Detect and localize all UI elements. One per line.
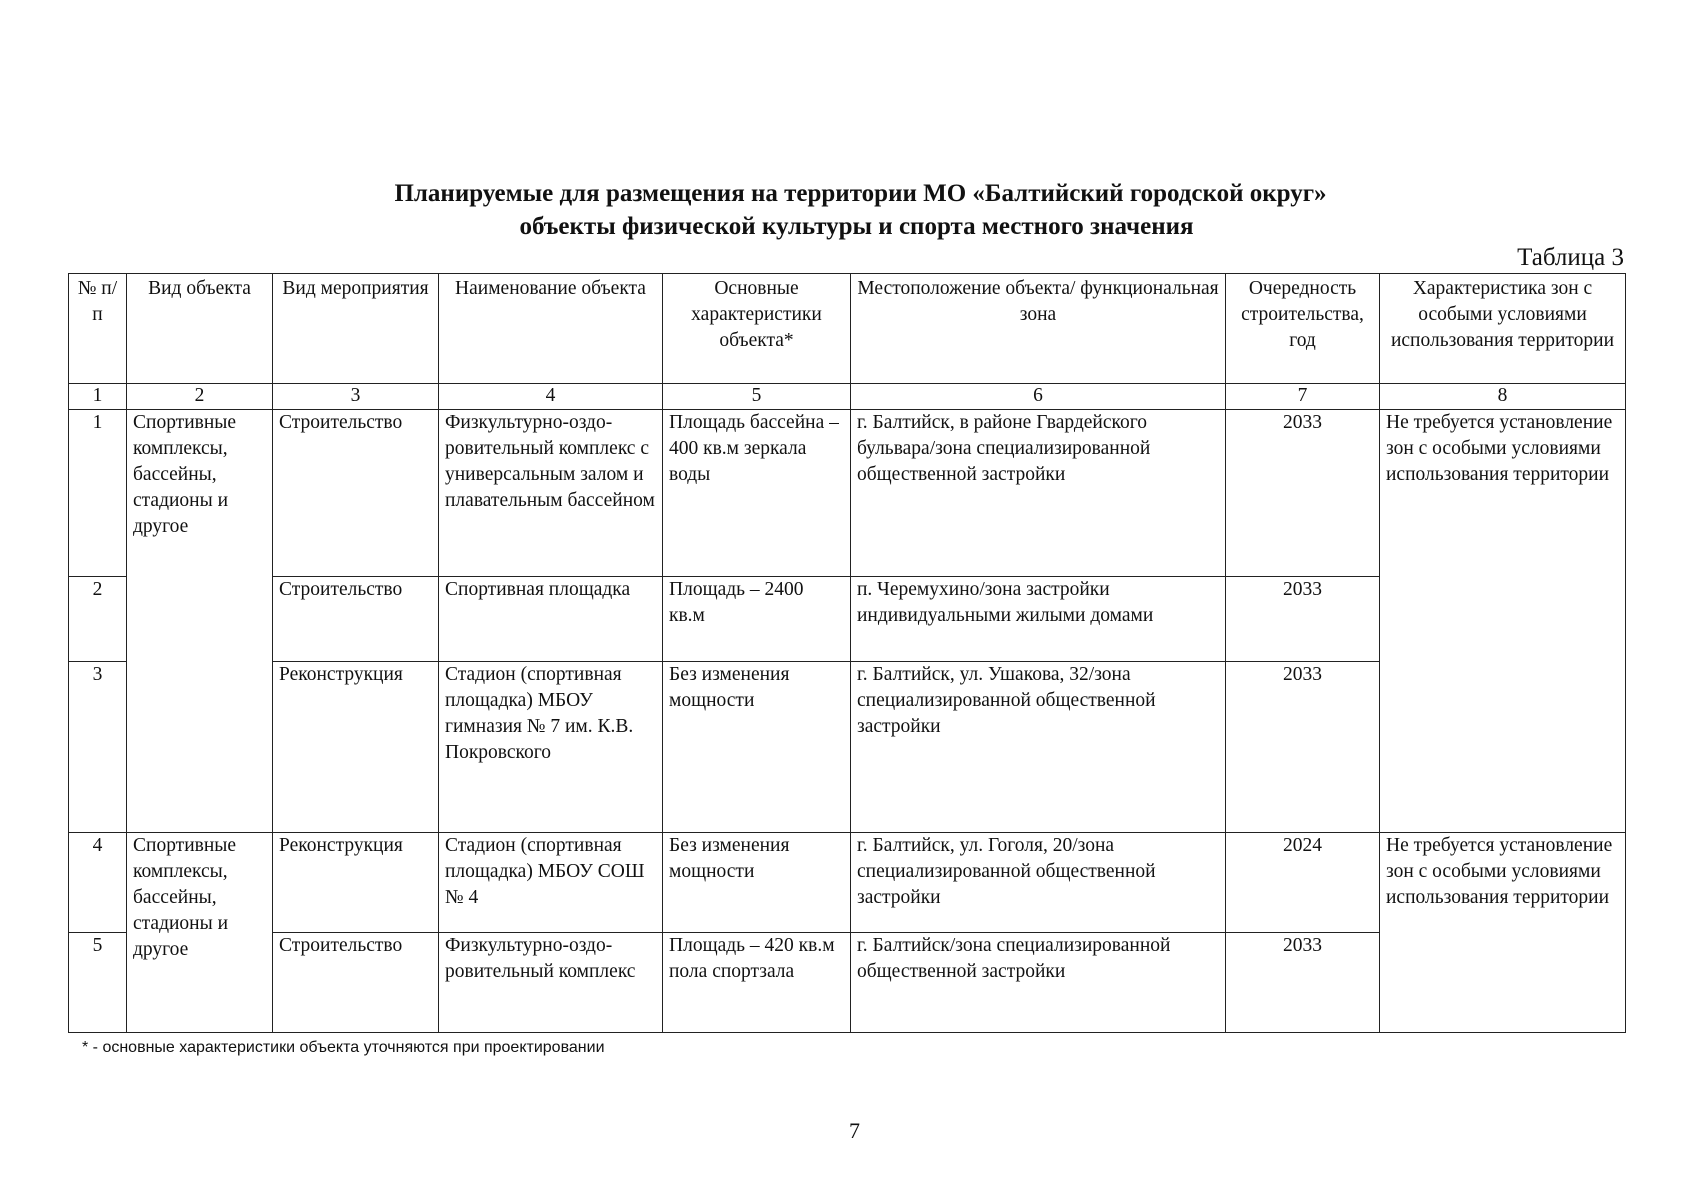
location-cell: г. Балтийск, в районе Гвардейского бульвара/зона специализированной общественной застройки <box>851 410 1226 577</box>
object-name-cell: Физкультурно-оздо-ровительный комплекс с универсальным залом и плавательным бассейном <box>439 410 663 577</box>
row-number: 3 <box>69 662 127 833</box>
action-cell: Строительство <box>273 410 439 577</box>
row-number: 4 <box>69 833 127 933</box>
header-cell: Характеристика зон с особыми условиями использования территории <box>1380 274 1626 384</box>
page-number: 7 <box>849 1118 860 1143</box>
header-cell: Местоположение объекта/ функциональная зона <box>851 274 1226 384</box>
year-cell: 2033 <box>1226 577 1380 662</box>
header-cell: Очередность строительства, год <box>1226 274 1380 384</box>
object-name-cell: Стадион (спортивная площадка) МБОУ гимназия № 7 им. К.В. Покровского <box>439 662 663 833</box>
object-name-cell: Физкультурно-оздо-ровительный комплекс <box>439 933 663 1033</box>
header-cell: Вид объекта <box>127 274 273 384</box>
header-cell: Вид мероприятия <box>273 274 439 384</box>
year-cell: 2033 <box>1226 410 1380 577</box>
document-title-line-1: Планируемые для размещения на территории МО «Балтийский городской округ» <box>394 180 1327 207</box>
row-number: 1 <box>69 410 127 577</box>
action-cell: Строительство <box>273 933 439 1033</box>
column-number: 5 <box>663 384 851 410</box>
document-title-line-2: объекты физической культуры и спорта местного значения <box>519 213 1194 240</box>
characteristics-cell: Площадь – 420 кв.м пола спортзала <box>663 933 851 1033</box>
header-cell: Наименование объекта <box>439 274 663 384</box>
object-type-cell: Спортивные комплексы, бассейны, стадионы и другое <box>127 833 273 1033</box>
characteristics-cell: Площадь бассейна – 400 кв.м зеркала воды <box>663 410 851 577</box>
characteristics-cell: Площадь – 2400 кв.м <box>663 577 851 662</box>
characteristics-cell: Без изменения мощности <box>663 833 851 933</box>
column-numbers-row <box>69 384 1626 410</box>
row-number: 5 <box>69 933 127 1033</box>
object-type-cell: Спортивные комплексы, бассейны, стадионы и другое <box>127 410 273 833</box>
footnote: * - основные характеристики объекта уточняются при проектировании <box>82 1039 605 1056</box>
year-cell: 2024 <box>1226 833 1380 933</box>
zones-cell: Не требуется установление зон с особыми условиями использования территории <box>1380 410 1626 833</box>
location-cell: г. Балтийск/зона специализированной общественной застройки <box>851 933 1226 1033</box>
location-cell: г. Балтийск, ул. Гоголя, 20/зона специализированной общественной застройки <box>851 833 1226 933</box>
header-cell: Основные характеристики объекта* <box>663 274 851 384</box>
column-number: 2 <box>127 384 273 410</box>
column-number: 8 <box>1380 384 1626 410</box>
object-name-cell: Стадион (спортивная площадка) МБОУ СОШ № 4 <box>439 833 663 933</box>
column-number: 1 <box>69 384 127 410</box>
column-number: 6 <box>851 384 1226 410</box>
year-cell: 2033 <box>1226 933 1380 1033</box>
table-label: Таблица 3 <box>1517 244 1624 271</box>
object-name-cell: Спортивная площадка <box>439 577 663 662</box>
characteristics-cell: Без изменения мощности <box>663 662 851 833</box>
column-number: 7 <box>1226 384 1380 410</box>
header-row <box>69 274 1626 384</box>
action-cell: Реконструкция <box>273 833 439 933</box>
table-row <box>69 833 1626 933</box>
planned-objects-table <box>68 273 1626 1033</box>
column-number: 3 <box>273 384 439 410</box>
header-cell: № п/п <box>69 274 127 384</box>
location-cell: г. Балтийск, ул. Ушакова, 32/зона специализированной общественной застройки <box>851 662 1226 833</box>
zones-cell: Не требуется установление зон с особыми условиями использования территории <box>1380 833 1626 1033</box>
row-number: 2 <box>69 577 127 662</box>
location-cell: п. Черемухино/зона застройки индивидуальными жилыми домами <box>851 577 1226 662</box>
year-cell: 2033 <box>1226 662 1380 833</box>
table-row <box>69 410 1626 577</box>
column-number: 4 <box>439 384 663 410</box>
action-cell: Реконструкция <box>273 662 439 833</box>
action-cell: Строительство <box>273 577 439 662</box>
